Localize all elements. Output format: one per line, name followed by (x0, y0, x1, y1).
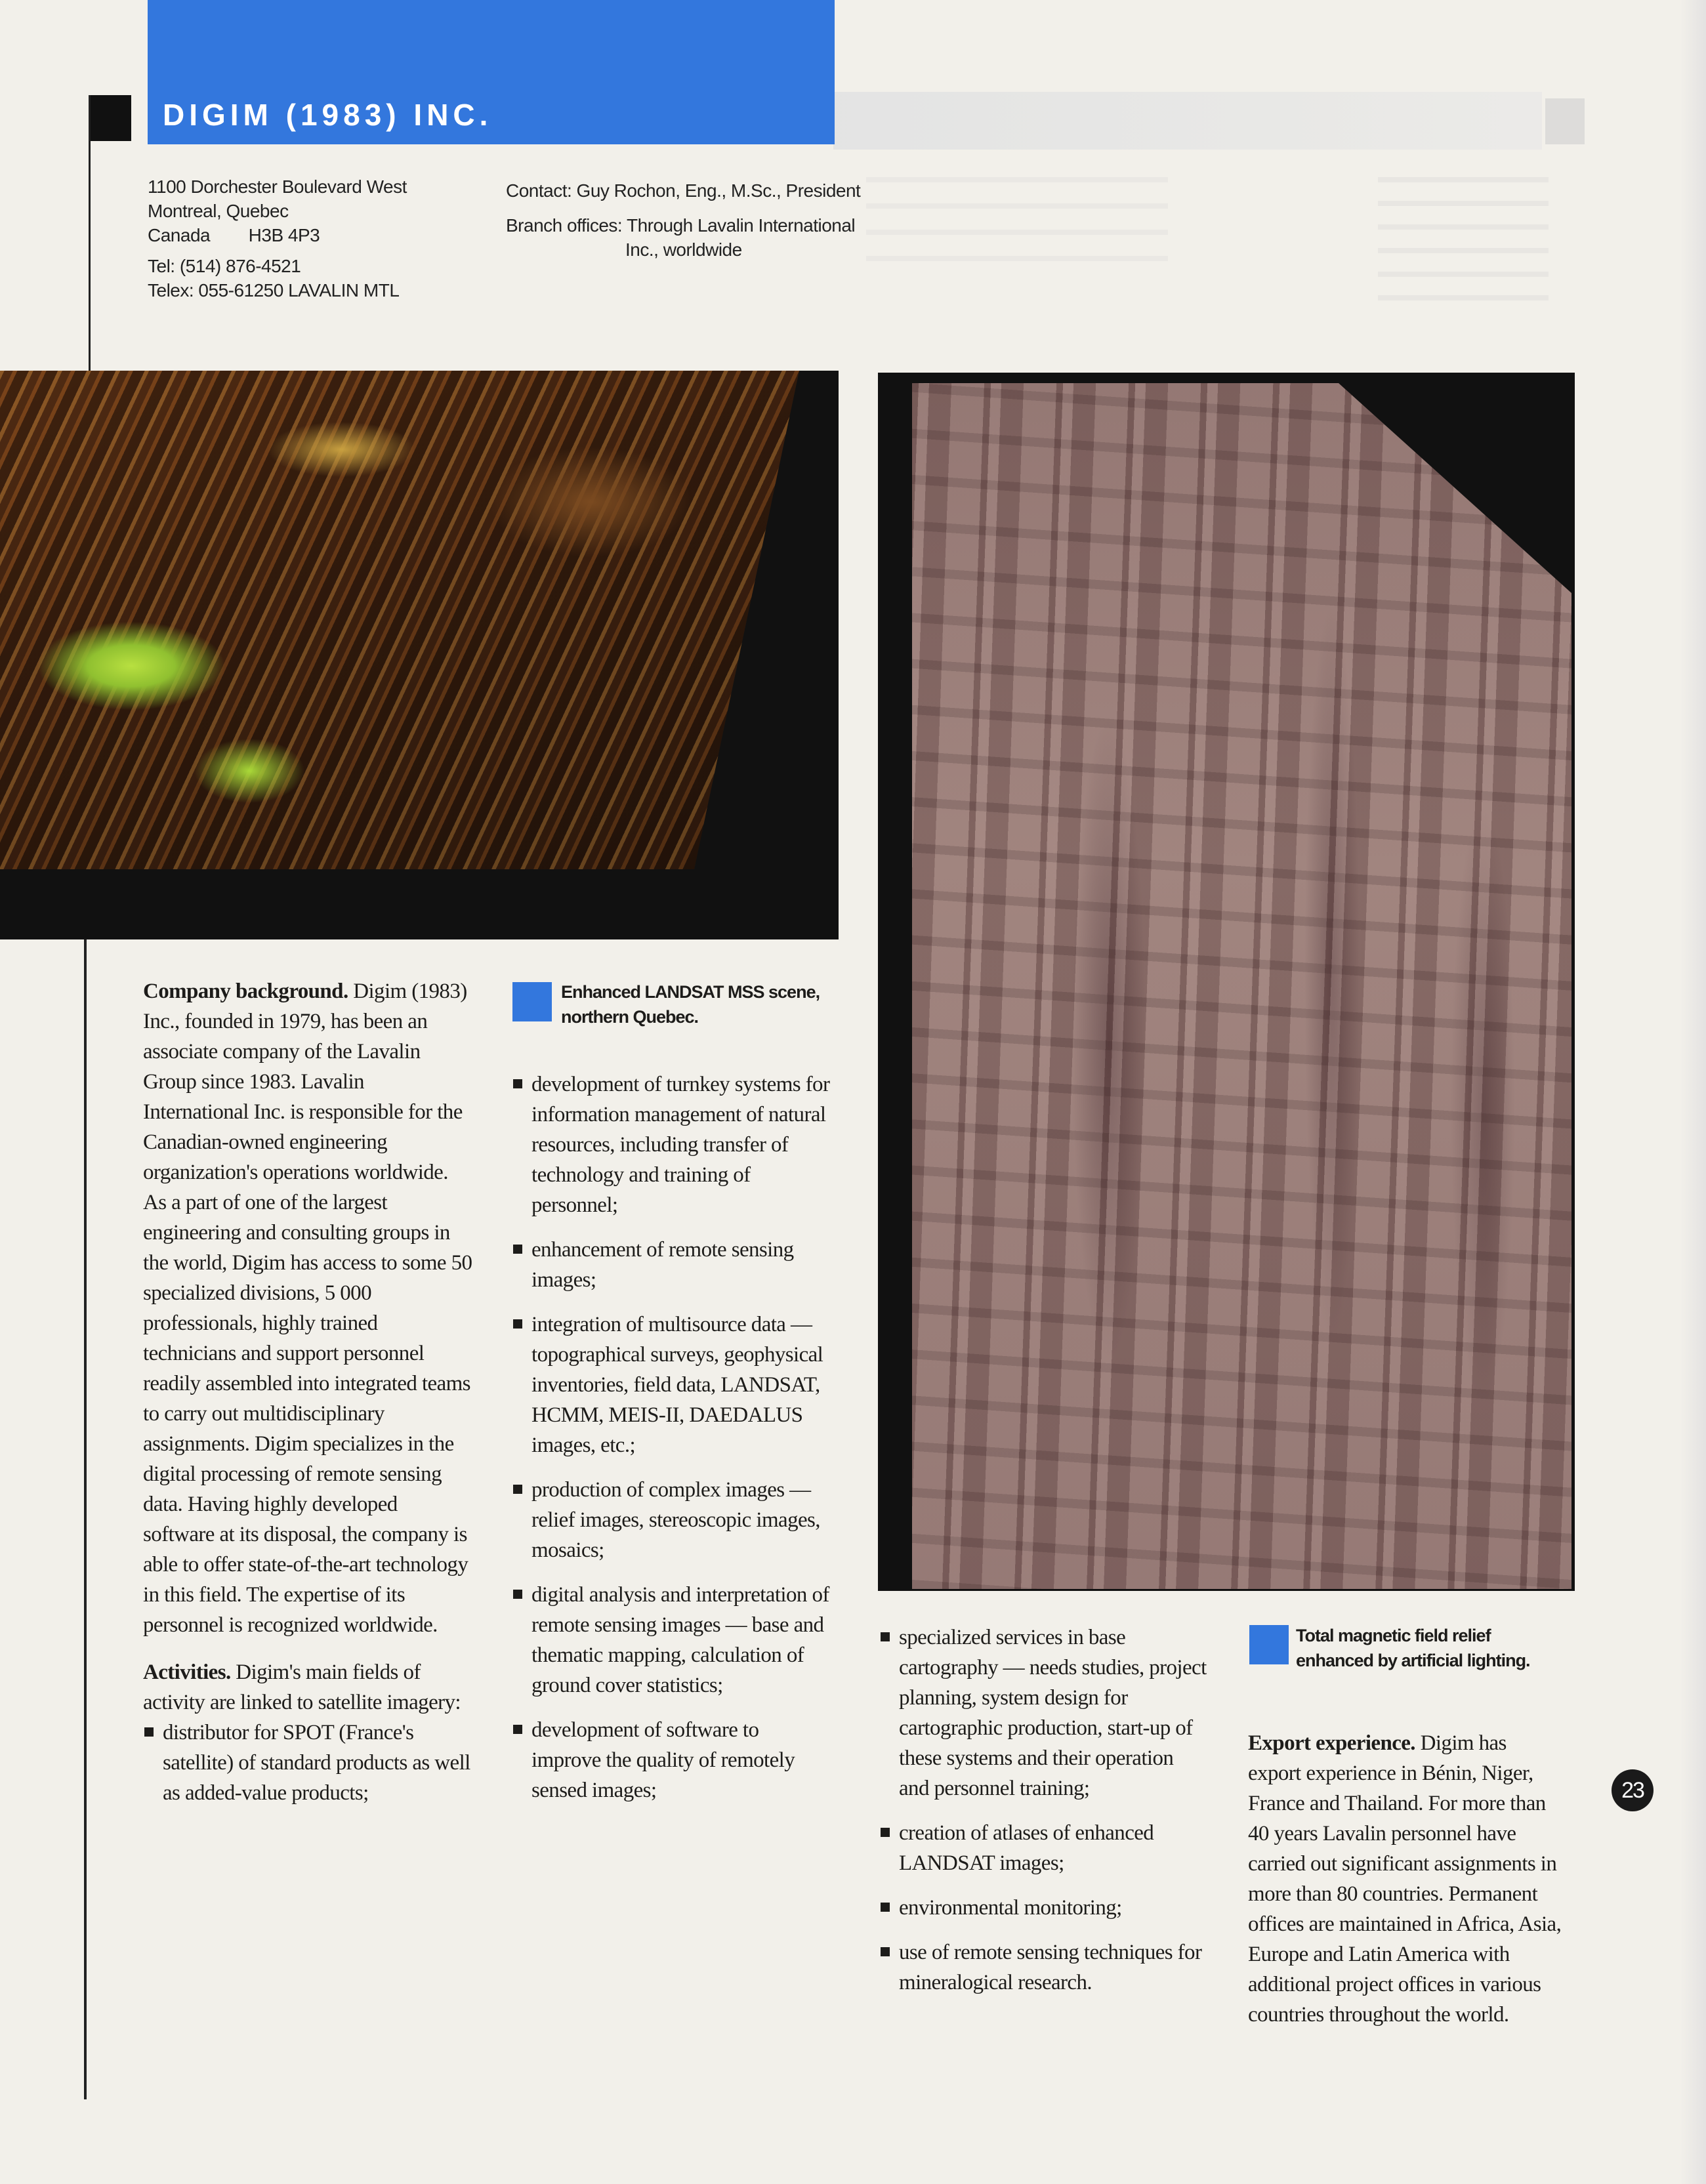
caption-magnetic (1296, 1623, 1530, 1673)
contact-block (506, 178, 860, 262)
address-telex: Telex: 055-61250 LAVALIN MTL (148, 280, 400, 300)
caption-landsat-line-1: Enhanced LANDSAT MSS scene, (561, 982, 820, 1002)
column-4 (1248, 1728, 1563, 2030)
bleed-through-mark (1545, 98, 1585, 144)
company-title: DIGIM (1983) INC. (163, 98, 493, 132)
bleed-through-band (833, 92, 1542, 150)
contact-line: Contact: Guy Rochon, Eng., M.Sc., President (506, 180, 861, 201)
list-item: integration of multisource data — topographical surveys, geophysical inventories, field data, LANDSAT, HCMM, MEIS-II, DAEDALUS images, etc.; (512, 1309, 832, 1460)
column-2 (512, 1069, 832, 1805)
activities-lead: Activities. (143, 1660, 231, 1684)
caption-marker-landsat (512, 982, 552, 1021)
activities-text: Digim's main fields of activity are linked to satellite imagery: (143, 1660, 461, 1714)
background-text: Digim (1983) Inc., founded in 1979, has been an associate company of the Lavalin Group since 1983. Lavalin International Inc. is responsible for the Canadian-owned engineering organization's operations worldwide. As a part of one of the largest engineering and consulting groups in the world, Digim has access to some 50 specialized divisions, 5 000 professionals, highly trained technicians and support personnel readily assembled into integrated teams to carry out multidisciplinary assignments. Digim specializes in the digital processing of remote sensing data. Having highly developed software at its disposal, the company is able to offer state-of-the-art technology in this field. The expertise of its personnel is recognized worldwide. (143, 979, 472, 1637)
background-lead: Company background. (143, 979, 348, 1003)
list-item: production of complex images — relief images, stereoscopic images, mosaics; (512, 1475, 832, 1565)
magnetic-relief-scene (912, 383, 1571, 1589)
caption-magnetic-line-2: enhanced by artificial lighting. (1296, 1651, 1530, 1670)
caption-landsat (561, 979, 820, 1029)
activities-paragraph (143, 1657, 472, 1718)
list-item: environmental monitoring; (879, 1893, 1207, 1923)
export-text: Digim has export experience in Bénin, Niger, France and Thailand. For more than 40 years Lavalin personnel have carried out significant assignments in more than 80 countries. Permanent offices are maintained in Africa, Asia, Europe and Latin America with additional project offices in various countries throughout the world. (1248, 1731, 1562, 2027)
landsat-image (0, 371, 839, 939)
activities-list-part-2 (512, 1069, 832, 1805)
list-item: enhancement of remote sensing images; (512, 1235, 832, 1295)
address-tel: Tel: (514) 876-4521 (148, 256, 301, 276)
address-postal: H3B 4P3 (248, 225, 320, 245)
list-item: digital analysis and interpretation of remote sensing images — base and thematic mapping, calculation of ground cover statistics; (512, 1580, 832, 1700)
page-number: 23 (1612, 1769, 1654, 1811)
caption-magnetic-line-1: Total magnetic field relief (1296, 1626, 1491, 1645)
landsat-image-scene (0, 371, 839, 869)
list-item: distributor for SPOT (France's satellite) of standard products as well as added-value products; (143, 1718, 472, 1808)
activities-list-part-3 (879, 1622, 1207, 1998)
list-item: specialized services in base cartography — needs studies, project planning, system design for cartographic production, start-up of these systems and their operation and personnel training; (879, 1622, 1207, 1803)
export-lead: Export experience. (1248, 1731, 1415, 1755)
margin-rule-bottom (84, 935, 87, 2099)
magnetic-relief-image (878, 373, 1575, 1591)
bleed-through-text (1378, 177, 1549, 308)
header-tab-marker (89, 95, 131, 141)
background-paragraph (143, 976, 472, 1640)
branch-line-1: Branch offices: Through Lavalin International (506, 215, 856, 236)
branch-line-2: Inc., worldwide (625, 239, 742, 260)
column-3 (879, 1622, 1207, 1998)
address-country: Canada (148, 225, 211, 245)
column-1 (143, 976, 472, 1808)
caption-landsat-line-2: northern Quebec. (561, 1007, 699, 1027)
page-edge-shadow (1680, 0, 1706, 2184)
bleed-through-text-2 (866, 177, 1168, 276)
list-item: creation of atlases of enhanced LANDSAT images; (879, 1818, 1207, 1878)
activities-list-part-1 (143, 1718, 472, 1808)
list-item: development of turnkey systems for information management of natural resources, including transfer of technology and training of personnel; (512, 1069, 832, 1220)
address-country-line (148, 223, 407, 247)
export-paragraph (1248, 1728, 1563, 2030)
margin-rule-top (89, 95, 91, 371)
list-item: development of software to improve the quality of remotely sensed images; (512, 1715, 832, 1805)
list-item: use of remote sensing techniques for mineralogical research. (879, 1937, 1207, 1998)
address-city: Montreal, Quebec (148, 201, 289, 221)
caption-marker-magnetic (1249, 1625, 1289, 1664)
address-street: 1100 Dorchester Boulevard West (148, 176, 407, 197)
address-block (148, 175, 407, 302)
